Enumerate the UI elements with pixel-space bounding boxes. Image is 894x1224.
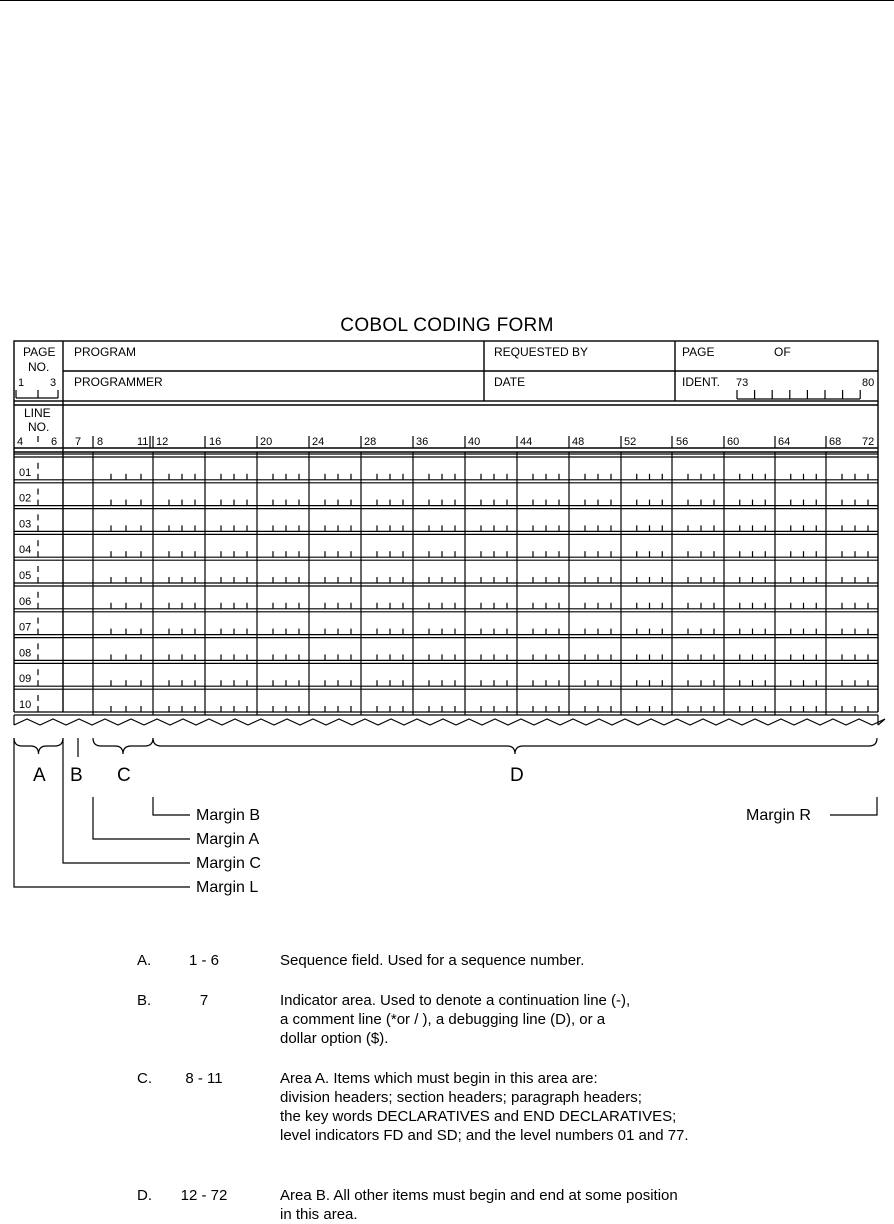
legend-key: D. — [137, 1187, 152, 1204]
legend-range: 1 - 6 — [188, 952, 219, 969]
date-label: DATE — [494, 375, 526, 389]
line-no-label-line1: LINE — [24, 406, 51, 420]
column-header-label: 64 — [778, 436, 791, 448]
column-header-label: 8 — [97, 436, 104, 448]
column-header-label: 44 — [520, 436, 533, 448]
line-number-label: 09 — [19, 673, 32, 686]
line-number-label: 10 — [19, 699, 32, 711]
column-header-label: 24 — [312, 436, 325, 448]
legend-range: 12 - 72 — [180, 1187, 228, 1204]
column-header-label: 72 — [862, 436, 875, 448]
page-label: PAGE — [682, 345, 715, 359]
of-label: OF — [774, 345, 791, 359]
margin-c-label: Margin C — [196, 855, 261, 872]
line-no-col-end: 6 — [51, 436, 58, 448]
line-number-label: 04 — [19, 544, 32, 557]
page-no-col-start: 1 — [18, 377, 25, 389]
legend-desc-line: Sequence field. Used for a sequence number. — [280, 952, 585, 969]
line-no-label-line2: NO. — [28, 420, 50, 434]
ident-label: IDENT. — [682, 375, 721, 389]
line-number-label: 05 — [19, 570, 32, 582]
page-no-label-line2: NO. — [28, 360, 50, 374]
form-title: COBOL CODING FORM — [340, 315, 554, 336]
margin-b-label: Margin B — [196, 807, 261, 824]
line-number-label: 07 — [19, 621, 32, 634]
column-header-label: 16 — [209, 436, 222, 448]
legend-desc-line: in this area. — [280, 1206, 358, 1223]
column-header-label: 40 — [468, 436, 481, 448]
ident-col-start: 73 — [736, 377, 749, 389]
bracket-label-a: A — [33, 765, 46, 786]
legend-desc-line: the key words DECLARATIVES and END DECLARATIVES; — [280, 1108, 677, 1125]
column-header-label: 12 — [156, 436, 169, 448]
column-header-label: 28 — [364, 436, 377, 448]
margin-r-label: Margin R — [746, 807, 811, 824]
column-header-label: 11 — [137, 436, 149, 448]
legend-range: 8 - 11 — [185, 1070, 223, 1087]
legend-key: C. — [137, 1070, 152, 1087]
bracket-label-c: C — [117, 765, 131, 786]
column-header-label: 7 — [75, 436, 82, 448]
line-number-label: 08 — [19, 647, 32, 660]
programmer-label: PROGRAMMER — [74, 375, 163, 389]
column-header-label: 52 — [624, 436, 637, 448]
line-no-col-start: 4 — [17, 436, 24, 448]
legend-desc-line: Area B. All other items must begin and end at some position — [280, 1187, 678, 1204]
line-number-label: 06 — [19, 595, 32, 608]
column-header-label: 20 — [260, 436, 273, 448]
column-header-label: 68 — [829, 436, 842, 448]
column-header-label: 60 — [727, 436, 740, 448]
legend-desc-line: a comment line (*or / ), a debugging line (D), or a — [280, 1011, 606, 1028]
line-number-label: 03 — [19, 518, 32, 531]
program-label: PROGRAM — [74, 345, 137, 359]
legend-key: B. — [137, 992, 152, 1009]
column-header-label: 36 — [416, 436, 429, 448]
legend-desc-line: level indicators FD and SD; and the level numbers 01 and 77. — [280, 1127, 689, 1144]
legend-desc-line: division headers; section headers; paragraph headers; — [280, 1089, 642, 1106]
legend-desc-line: Area A. Items which must begin in this area are: — [280, 1070, 598, 1087]
bracket-label-d: D — [510, 765, 524, 786]
line-number-label: 02 — [19, 492, 32, 505]
line-number-label: 01 — [19, 466, 32, 479]
margin-a-label: Margin A — [196, 831, 260, 848]
requested-by-label: REQUESTED BY — [494, 345, 589, 359]
column-header-label: 56 — [676, 436, 689, 448]
page-no-col-end: 3 — [50, 377, 57, 389]
legend-key: A. — [137, 952, 152, 969]
page-no-label-line1: PAGE — [23, 345, 56, 359]
margin-l-label: Margin L — [196, 879, 259, 896]
legend-range: 7 — [199, 992, 209, 1009]
column-header-label: 48 — [572, 436, 585, 448]
legend-desc-line: Indicator area. Used to denote a continuation line (-), — [280, 992, 631, 1009]
bracket-label-b: B — [70, 765, 83, 786]
legend-desc-line: dollar option ($). — [280, 1030, 389, 1047]
ident-col-end: 80 — [862, 377, 875, 389]
